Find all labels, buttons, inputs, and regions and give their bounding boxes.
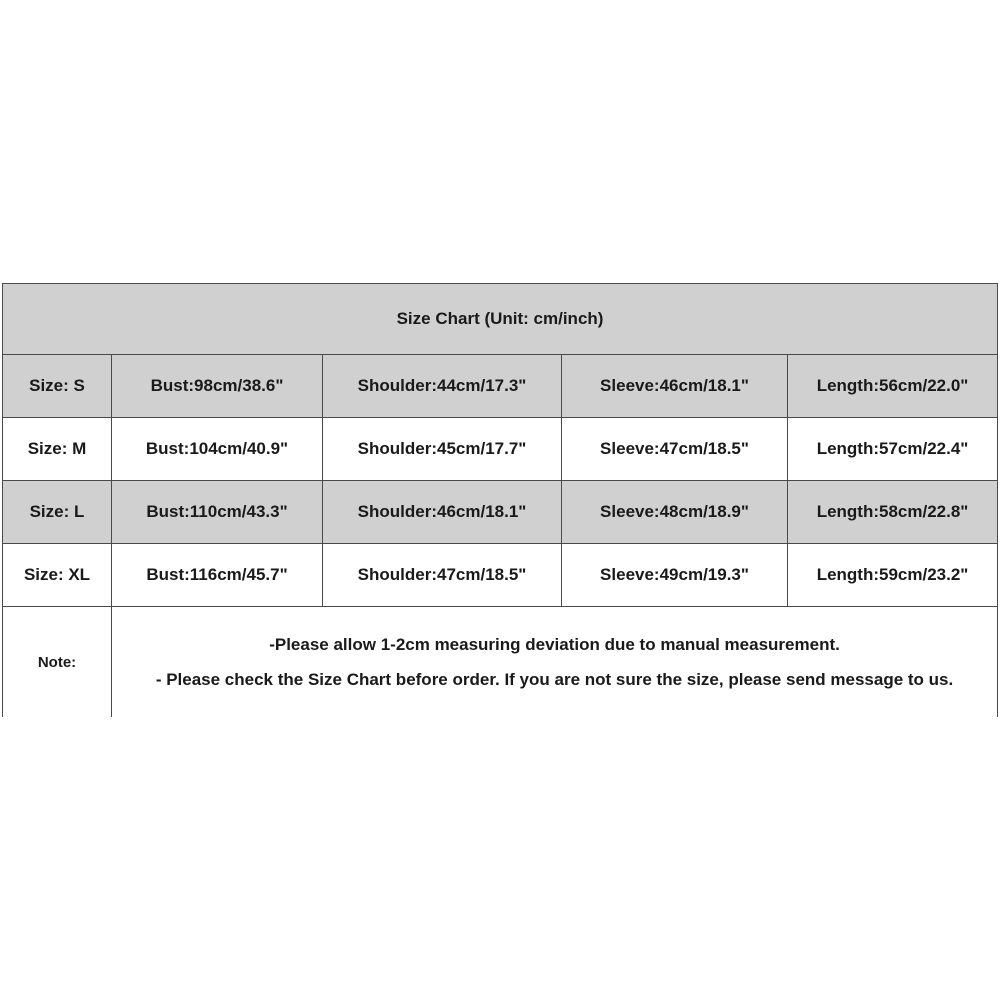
size-label: Size: M [3,418,112,481]
note-text [112,607,998,718]
length-value: Length:59cm/23.2" [788,544,998,607]
size-label: Size: S [3,355,112,418]
bust-value: Bust:98cm/38.6" [112,355,323,418]
size-chart-title-row [3,284,998,355]
sleeve-value: Sleeve:46cm/18.1" [562,355,788,418]
shoulder-value: Shoulder:47cm/18.5" [323,544,562,607]
size-label: Size: XL [3,544,112,607]
bust-value: Bust:116cm/45.7" [112,544,323,607]
sleeve-value: Sleeve:47cm/18.5" [562,418,788,481]
note-line: -Please allow 1-2cm measuring deviation due to manual measurement. [269,635,840,654]
length-value: Length:56cm/22.0" [788,355,998,418]
size-chart-table [2,283,998,717]
table-row [3,544,998,607]
note-row [3,607,998,718]
size-chart-title: Size Chart (Unit: cm/inch) [3,284,998,355]
shoulder-value: Shoulder:44cm/17.3" [323,355,562,418]
length-value: Length:57cm/22.4" [788,418,998,481]
bust-value: Bust:104cm/40.9" [112,418,323,481]
table-row [3,481,998,544]
shoulder-value: Shoulder:45cm/17.7" [323,418,562,481]
sleeve-value: Sleeve:49cm/19.3" [562,544,788,607]
size-label: Size: L [3,481,112,544]
note-label: Note: [3,607,112,718]
bust-value: Bust:110cm/43.3" [112,481,323,544]
length-value: Length:58cm/22.8" [788,481,998,544]
sleeve-value: Sleeve:48cm/18.9" [562,481,788,544]
table-row [3,418,998,481]
table-row [3,355,998,418]
shoulder-value: Shoulder:46cm/18.1" [323,481,562,544]
note-line: - Please check the Size Chart before order. If you are not sure the size, please send message to us. [155,670,954,689]
